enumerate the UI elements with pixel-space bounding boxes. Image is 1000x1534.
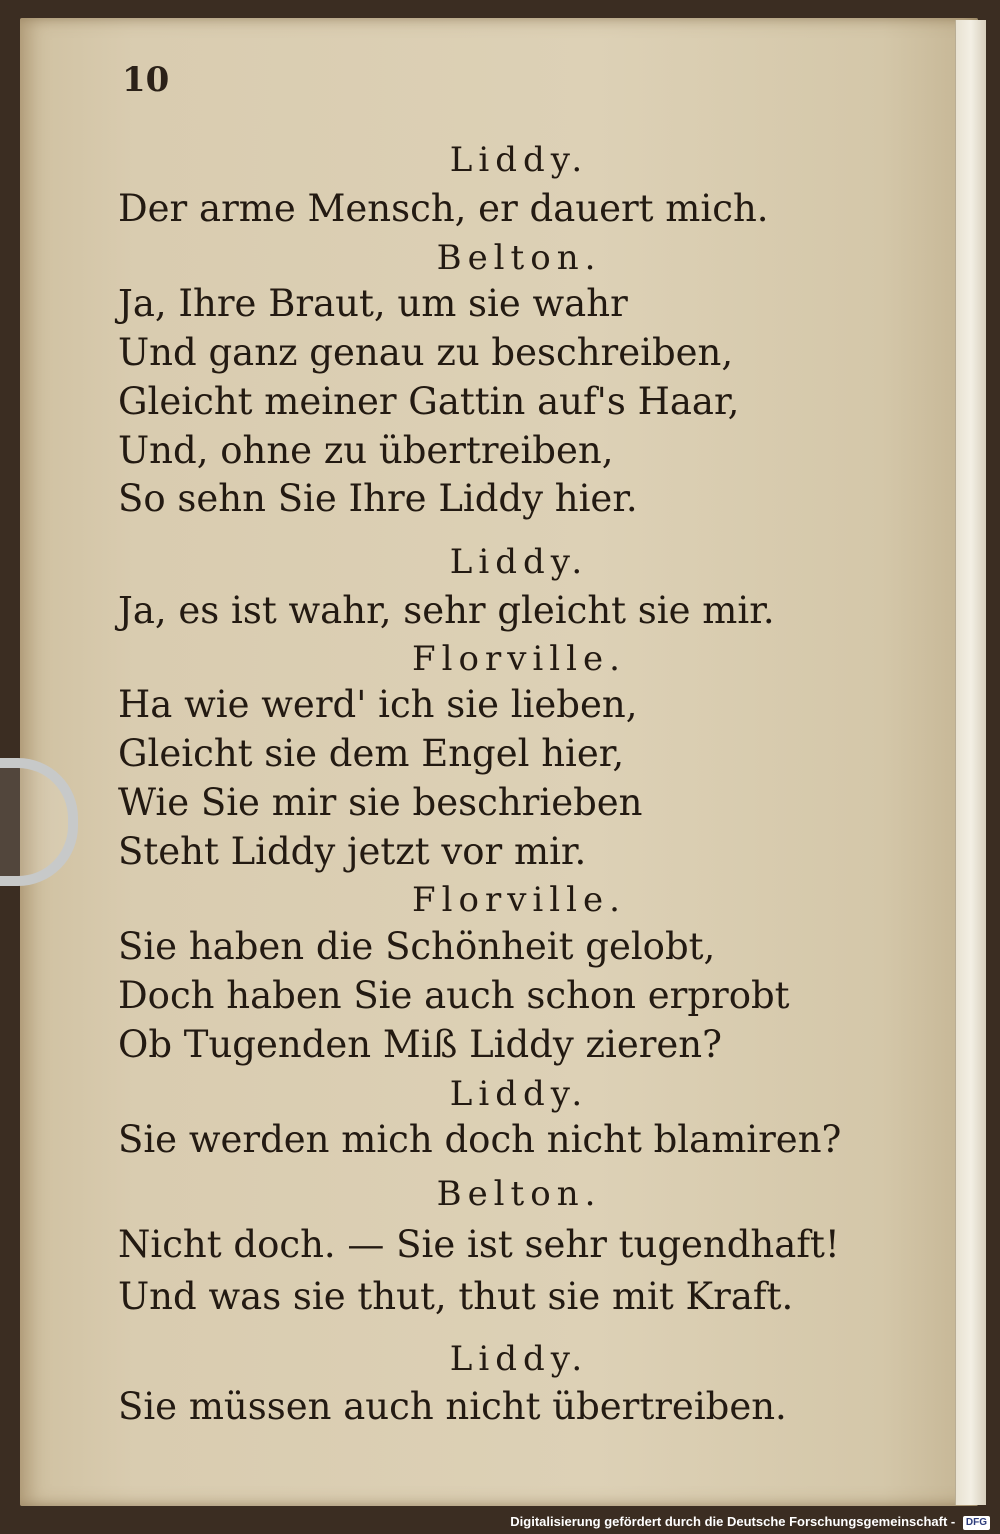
text-line: So sehn Sie Ihre Liddy hier. <box>118 477 638 520</box>
dfg-logo: DFG <box>963 1516 990 1530</box>
text-line: Sie müssen auch nicht übertreiben. <box>118 1385 787 1428</box>
speaker-name: Liddy. <box>449 542 589 582</box>
text-line: Ja, Ihre Braut, um sie wahr <box>118 282 628 325</box>
speaker-name: Liddy. <box>449 1074 589 1114</box>
text-line: Ob Tugenden Miß Liddy zieren? <box>118 1023 722 1066</box>
text-line: Der arme Mensch, er dauert mich. <box>118 187 769 230</box>
speaker-name: Liddy. <box>449 1339 589 1379</box>
footer-credit <box>0 1510 990 1534</box>
speaker-name: Belton. <box>436 238 602 278</box>
text-line: Ha wie werd' ich sie lieben, <box>118 683 638 726</box>
footer-credit-text: Digitalisierung gefördert durch die Deutsche Forschungsgemeinschaft - <box>510 1514 956 1529</box>
text-line: Sie haben die Schönheit gelobt, <box>118 925 716 968</box>
speaker-name: Florville. <box>412 639 626 679</box>
text-line: Nicht doch. — Sie ist sehr tugendhaft! <box>118 1223 840 1266</box>
text-line: Und, ohne zu übertreiben, <box>118 429 614 472</box>
text-line: Gleicht meiner Gattin auf's Haar, <box>118 380 740 423</box>
speaker-name: Liddy. <box>449 140 589 180</box>
speaker-name: Florville. <box>412 880 626 920</box>
text-line: Gleicht sie dem Engel hier, <box>118 732 625 775</box>
text-line: Und ganz genau zu beschreiben, <box>118 331 734 374</box>
text-line: Sie werden mich doch nicht blamiren? <box>118 1118 842 1161</box>
speaker-name: Belton. <box>436 1174 602 1214</box>
text-line: Doch haben Sie auch schon erprobt <box>118 974 790 1017</box>
text-line: Wie Sie mir sie beschrieben <box>118 781 643 824</box>
text-line: Ja, es ist wahr, sehr gleicht sie mir. <box>118 589 775 632</box>
text-line: Steht Liddy jetzt vor mir. <box>118 830 587 873</box>
text-line: Und was sie thut, thut sie mit Kraft. <box>118 1275 794 1318</box>
page-number: 10 <box>122 60 170 100</box>
